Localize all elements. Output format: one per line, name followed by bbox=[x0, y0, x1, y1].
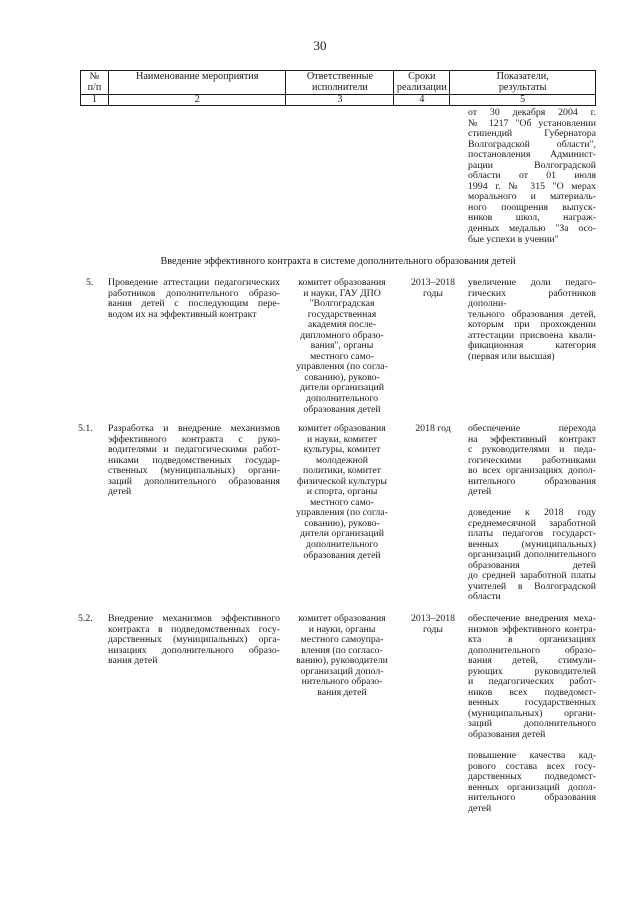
text-line: до средней заработной платы bbox=[468, 570, 596, 582]
header-resp-line: исполнители bbox=[311, 81, 368, 93]
header-num-line: № bbox=[89, 71, 100, 82]
page-number: 30 bbox=[313, 38, 327, 53]
text-line: никами подведомственных государ- bbox=[108, 454, 280, 466]
header-col-number: 1 bbox=[81, 95, 109, 106]
text-line: молодежной bbox=[316, 454, 368, 466]
text-line: Волгоградской области", bbox=[468, 138, 596, 150]
header-result-cell bbox=[450, 71, 596, 95]
text-line: во всех организациях допол- bbox=[468, 465, 596, 477]
text-line: обеспечение перехода bbox=[468, 423, 596, 434]
text-line: тельного образования детей, bbox=[468, 308, 596, 320]
text-line: ников всех подведомст- bbox=[468, 686, 596, 698]
text-line: фикационная категория bbox=[468, 340, 596, 352]
text-line: дарственных (муниципальных) орга- bbox=[108, 634, 280, 646]
row-term bbox=[404, 614, 462, 635]
text-line: местного само- bbox=[310, 350, 374, 362]
text-line: дополнительного образо- bbox=[468, 644, 596, 656]
text-line: 2013–2018 bbox=[410, 613, 456, 624]
text-line: комитет образования bbox=[298, 613, 386, 624]
text-line: которым при прохождении bbox=[468, 319, 596, 331]
text-line: "Волгоградская bbox=[309, 298, 375, 310]
header-num-cell bbox=[81, 71, 109, 95]
text-line: детей bbox=[468, 486, 492, 498]
text-line: № 1217 "Об установлении bbox=[468, 117, 596, 129]
header-term-line: реализации bbox=[396, 81, 447, 93]
row-responsible bbox=[286, 614, 398, 698]
text-line: рации Волгоградской bbox=[468, 159, 596, 171]
header-resp-line: Ответственные bbox=[306, 71, 373, 82]
text-line: нительного образования bbox=[468, 792, 596, 804]
row-term bbox=[404, 424, 462, 435]
text-line: годы bbox=[423, 623, 443, 635]
text-line: венных организаций допол- bbox=[468, 781, 596, 793]
row-num: 5. bbox=[86, 277, 94, 288]
text-line: образования детей bbox=[303, 403, 381, 415]
text-line: вления (по согласо- bbox=[301, 644, 383, 656]
row-result bbox=[468, 424, 596, 498]
text-line: дители организаций bbox=[299, 528, 385, 540]
header-col-number: 4 bbox=[394, 95, 450, 106]
text-line: организаций дополнительного bbox=[468, 549, 596, 561]
header-name-cell: Наименование мероприятия bbox=[108, 71, 286, 95]
row-responsible bbox=[286, 278, 398, 415]
text-line: водителями и педагогическими работ- bbox=[108, 444, 280, 456]
text-line: сованию), руково- bbox=[304, 371, 380, 383]
row-result bbox=[468, 751, 596, 814]
text-line: физической культуры bbox=[296, 475, 388, 487]
row-num: 5.1. bbox=[78, 423, 93, 434]
text-line: культуры, комитет bbox=[303, 444, 381, 456]
row-result bbox=[468, 278, 596, 362]
text-line: местного само- bbox=[310, 496, 374, 508]
header-term-cell bbox=[394, 71, 450, 95]
text-line: венных (муниципальных) bbox=[468, 538, 596, 550]
text-line: заций дополнительного образования bbox=[108, 475, 280, 487]
text-line: работников дополнительного образо- bbox=[108, 287, 280, 299]
text-line: и науки, комитет bbox=[307, 433, 377, 445]
text-line: образования детей bbox=[468, 559, 596, 571]
text-line: вания детей с последующим пере- bbox=[108, 298, 280, 310]
text-line: заций дополнительного bbox=[468, 718, 596, 730]
text-line: бые успехи в учении" bbox=[468, 233, 559, 245]
header-term-line: Сроки bbox=[408, 71, 436, 82]
text-line: комитет образования bbox=[298, 277, 386, 288]
text-line: рового состава всех госу- bbox=[468, 760, 596, 772]
text-line: увеличение доли педаго- bbox=[468, 277, 596, 288]
text-line: дители организаций bbox=[299, 382, 385, 394]
text-line: платы педагогов государст- bbox=[468, 528, 596, 540]
text-line: нительного образо- bbox=[301, 676, 383, 688]
text-line: дополнительного bbox=[305, 393, 379, 405]
text-line: дарственных подведомст- bbox=[468, 771, 596, 783]
header-resp-cell bbox=[286, 71, 394, 95]
text-line: доведение к 2018 году bbox=[468, 507, 596, 518]
text-line: кта в организациях bbox=[468, 634, 596, 646]
table-header bbox=[80, 70, 596, 106]
text-line: от 30 декабря 2004 г. bbox=[468, 107, 596, 118]
text-line: контракта в подведомственных госу- bbox=[108, 623, 280, 635]
text-line: гических работников дополни- bbox=[468, 287, 596, 310]
text-line: вания детей bbox=[317, 686, 367, 698]
text-line: низмов эффективного контра- bbox=[468, 623, 596, 635]
text-line: 2018 год bbox=[415, 423, 451, 434]
text-line: рующих руководителей bbox=[468, 665, 596, 677]
text-line: и спорта, органы bbox=[306, 486, 378, 498]
text-line: Внедрение механизмов эффективного bbox=[108, 613, 280, 624]
text-line: среднемесячной заработной bbox=[468, 517, 596, 529]
text-line: ного поощрения выпуск- bbox=[468, 201, 596, 213]
text-line: 1994 г. № 315 "О мерах bbox=[468, 180, 596, 192]
text-line: образования детей bbox=[468, 729, 546, 741]
section-title: Введение эффективного контракта в системе дополнительного образования детей bbox=[160, 256, 516, 267]
text-line: Проведение аттестации педагогических bbox=[108, 277, 280, 288]
text-line: детей bbox=[108, 486, 132, 498]
row-name bbox=[108, 278, 280, 320]
text-line: стипендий Губернатора bbox=[468, 128, 596, 140]
row-name bbox=[108, 614, 280, 667]
text-line: области bbox=[468, 591, 501, 603]
text-line: Разработка и внедрение механизмов bbox=[108, 423, 280, 434]
row-name bbox=[108, 424, 280, 498]
text-line: (муниципальных) органи- bbox=[468, 707, 596, 719]
text-line: годы bbox=[423, 287, 443, 299]
text-line: 2013–2018 bbox=[410, 277, 456, 288]
text-line: академия после- bbox=[307, 319, 377, 331]
text-line: образования детей bbox=[303, 549, 381, 561]
text-line: области от 01 июля bbox=[468, 170, 596, 182]
text-line: управления (по согла- bbox=[296, 507, 388, 519]
text-line: венных государственных bbox=[468, 697, 596, 709]
text-line: эффективного контракта с руко- bbox=[108, 433, 280, 445]
continuation-text bbox=[468, 108, 596, 245]
text-line: и науки, органы bbox=[308, 623, 376, 635]
text-line: управления (по согла- bbox=[296, 361, 388, 373]
text-line: вания детей bbox=[108, 655, 158, 667]
text-line: денных медалью "За осо- bbox=[468, 223, 596, 235]
text-line: местного самоупра- bbox=[300, 634, 384, 646]
text-line: гогическими работниками bbox=[468, 454, 596, 466]
text-line: морального и материаль- bbox=[468, 191, 596, 203]
text-line: на эффективный контракт bbox=[468, 433, 596, 445]
header-col-number: 3 bbox=[286, 95, 394, 106]
text-line: государственная bbox=[307, 308, 377, 320]
text-line: дипломного образо- bbox=[300, 329, 384, 341]
text-line: обеспечение внедрения меха- bbox=[468, 613, 596, 624]
text-line: ванию), руководители bbox=[296, 655, 388, 667]
row-term bbox=[404, 278, 462, 299]
row-result bbox=[468, 614, 596, 741]
text-line: водом их на эффективный контракт bbox=[108, 308, 257, 320]
text-line: учителей в Волгоградской bbox=[468, 580, 596, 592]
row-num: 5.2. bbox=[78, 613, 93, 624]
text-line: дополнительного bbox=[305, 539, 379, 551]
text-line: нительного образования bbox=[468, 475, 596, 487]
row-result bbox=[468, 508, 596, 603]
text-line: (первая или высшая) bbox=[468, 350, 555, 362]
text-line: низациях дополнительного образо- bbox=[108, 644, 280, 656]
header-col-number: 2 bbox=[108, 95, 286, 106]
header-num-line: п/п bbox=[87, 81, 102, 93]
text-line: и педагогических работ- bbox=[468, 676, 596, 688]
text-line: аттестации присвоена квали- bbox=[468, 329, 596, 341]
text-line: комитет образования bbox=[298, 423, 386, 434]
text-line: вания", органы bbox=[310, 340, 374, 352]
text-line: с руководителями и педа- bbox=[468, 444, 596, 456]
header-col-number: 5 bbox=[450, 95, 596, 106]
text-line: постановления Админист- bbox=[468, 149, 596, 161]
text-line: сованию), руково- bbox=[304, 517, 380, 529]
text-line: организаций допол- bbox=[300, 665, 384, 677]
text-line: ников школ, награж- bbox=[468, 212, 596, 224]
header-result-line: результаты bbox=[498, 81, 547, 93]
text-line: детей bbox=[468, 802, 492, 814]
header-result-line: Показатели, bbox=[496, 71, 549, 82]
text-line: ственных (муниципальных) органи- bbox=[108, 465, 280, 477]
text-line: и науки, ГАУ ДПО bbox=[303, 287, 381, 299]
text-line: вания детей, стимули- bbox=[468, 655, 596, 667]
row-responsible bbox=[286, 424, 398, 561]
text-line: повышение качества кад- bbox=[468, 750, 596, 761]
text-line: политики, комитет bbox=[303, 465, 381, 477]
